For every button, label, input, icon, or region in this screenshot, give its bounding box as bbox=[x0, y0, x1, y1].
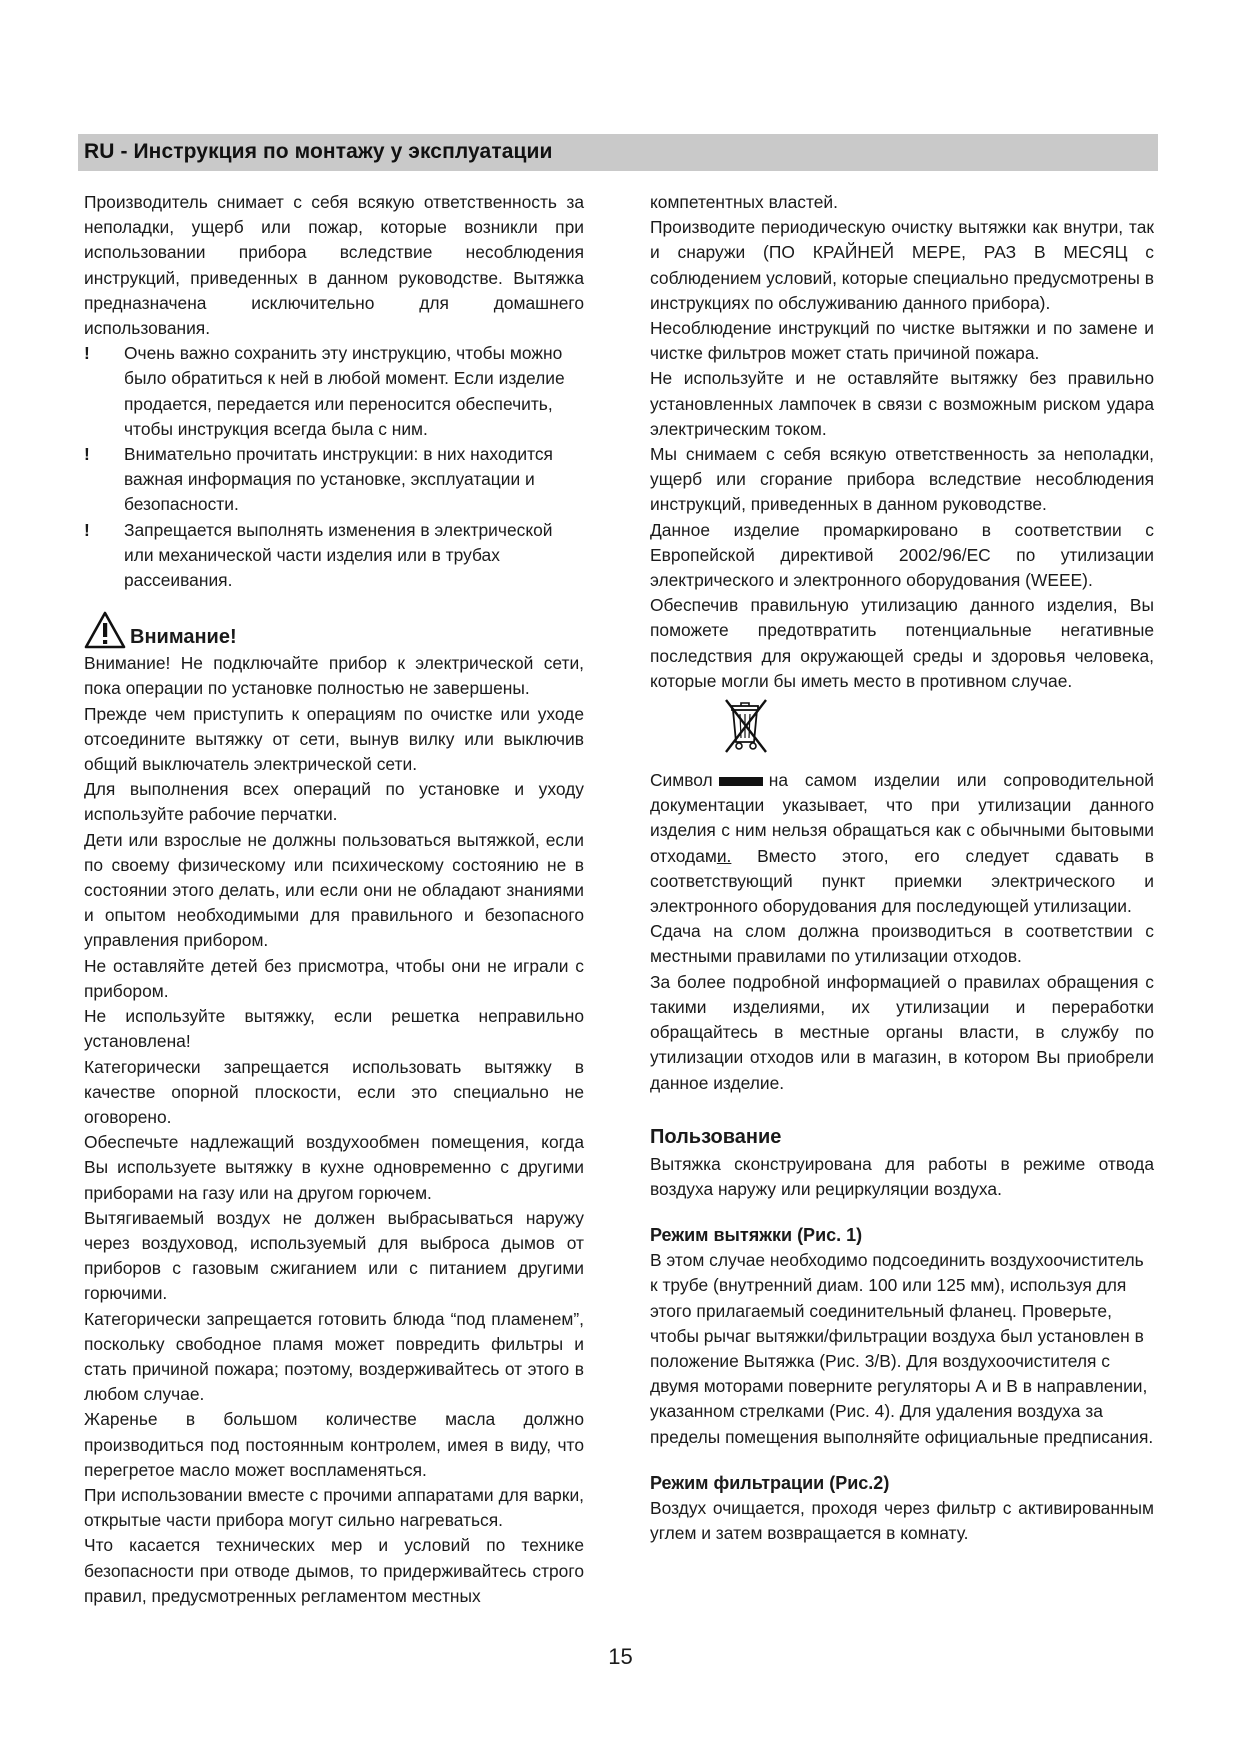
left-column bbox=[84, 190, 584, 1609]
bullet-item bbox=[84, 442, 584, 518]
paragraph: Обеспечьте надлежащий воздухообмен помещения, когда Вы используете вытяжку в кухне одновременно с другими приборами на газу или на другом горючем. bbox=[84, 1132, 584, 1203]
symbol-word: Символ bbox=[650, 770, 713, 791]
paragraph: Не оставляйте детей без присмотра, чтобы они не играли с прибором. bbox=[84, 955, 584, 1001]
black-bar-icon bbox=[719, 777, 763, 786]
paragraph: Не используйте и не оставляйте вытяжку без правильно установленных лампочек в связи с возможным риском удара электрическим током. bbox=[650, 368, 1154, 439]
paragraph: Что касается технических мер и условий по технике безопасности при отводе дымов, то придерживайтесь строго правил, предусмотренных регламентом местных bbox=[84, 1535, 584, 1606]
paragraph: Для выполнения всех операций по установке и уходу используйте рабочие перчатки. bbox=[84, 779, 584, 825]
section-title: RU - Инструкция по монтажу у эксплуатации bbox=[84, 140, 553, 163]
usage-text: Вытяжка сконструирована для работы в режиме отвода воздуха наружу или рециркуляции воздуха. bbox=[650, 1153, 1154, 1199]
bullet-text: Очень важно сохранить эту инструкцию, чтобы можно было обратиться к ней в любой момент. Если изделие продается, передается или переносится обеспечить, чтобы инструкция всегда была с ним. bbox=[124, 343, 565, 439]
paragraph: За более подробной информацией о правилах обращения с такими изделиями, их утилизации и переработки обращайтесь в местные органы власти, в службу по утилизации отходов или в магазин, в котором Вы приобрели данное изделие. bbox=[650, 971, 1154, 1093]
symbol-text-rest: Вместо этого, его следует сдавать в соответствующий пункт приемки электрического и электронного оборудования для последующей утилизации. bbox=[650, 845, 1154, 917]
exclamation-icon: ! bbox=[84, 343, 90, 364]
section-header-bar bbox=[78, 134, 1158, 171]
paragraph: Жаренье в большом количестве масла должно производиться под постоянным контролем, имея в виду, что перегретое масло может воспламеняться. bbox=[84, 1409, 584, 1480]
exhaust-mode-text: В этом случае необходимо подсоединить воздухоочиститель к трубе (внутренний диам. 100 или 125 мм), используя для этого прилагаемый соединительный фланец. Проверьте, чтобы рычаг вытяжки/фильтрации воздуха был установлен в положение Вытяжка (Рис. 3/B). Для воздухоочистителя с двумя моторами поверните регуляторы А и В в направлении, указанном стрелками (Рис. 4). Для удаления воздуха за пределы помещения выполняйте официальные предписания. bbox=[650, 1250, 1154, 1447]
symbol-text: на самом изделии или сопроводительной документации указывает, что при утилизации данного изделия с ним нельзя обращаться как с обычными бытовыми отходам bbox=[650, 770, 1154, 866]
crossed-bin-icon bbox=[722, 698, 770, 756]
paragraph: Производите периодическую очистку вытяжки как внутри, так и снаружи (ПО КРАЙНЕЙ МЕРЕ, РАЗ В МЕСЯЦ с соблюдением условий, которые специально предусмотрены в инструкциях по обслуживанию данного прибора). bbox=[650, 217, 1154, 313]
exhaust-mode-title: Режим вытяжки (Рис. 1) bbox=[650, 1225, 863, 1246]
warning-heading bbox=[84, 611, 584, 649]
paragraph: Вытягиваемый воздух не должен выбрасываться наружу через воздуховод, используемый для выброса дымов от приборов с газовым сжиганием или с питанием другими горючими. bbox=[84, 1207, 584, 1304]
paragraph: Сдача на слом должна производиться в соответствии с местными правилами по утилизации отходов. bbox=[650, 921, 1154, 967]
bullet-item bbox=[84, 518, 584, 594]
intro-paragraph: Производитель снимает с себя всякую ответственность за неполадки, ущерб или пожар, которые возникли при использовании прибора вследствие несоблюдения инструкций, приведенных в данном руководстве. Вытяжка предназначена исключительно для домашнего использования. bbox=[84, 192, 584, 339]
paragraph: Категорически запрещается использовать вытяжку в качестве опорной плоскости, если это специально не оговорено. bbox=[84, 1056, 584, 1127]
filter-mode-text: Воздух очищается, проходя через фильтр с активированным углем и затем возвращается в комнату. bbox=[650, 1497, 1154, 1543]
right-column bbox=[650, 190, 1154, 1546]
paragraph: Несоблюдение инструкций по чистке вытяжки и по замене и чистке фильтров может стать причиной пожара. bbox=[650, 318, 1154, 364]
page-number: 15 bbox=[608, 1644, 633, 1669]
usage-title: Пользование bbox=[650, 1125, 782, 1148]
paragraph: Дети или взрослые не должны пользоваться вытяжкой, если по своему физическому или психическому состоянию не в состоянии этого делать, или если они не обладают знаниями и опытом необходимыми для правильного и безопасного управления прибором. bbox=[84, 829, 584, 951]
warning-triangle-icon bbox=[84, 611, 126, 649]
warning-title: Внимание! bbox=[130, 626, 237, 649]
symbol-text-underlined: и. bbox=[716, 845, 732, 866]
symbol-paragraph bbox=[650, 768, 1154, 919]
bullet-text: Внимательно прочитать инструкции: в них находится важная информация по установке, эксплуатации и безопасности. bbox=[124, 444, 553, 515]
paragraph: Прежде чем приступить к операциям по очистке или уходе отсоедините вытяжку от сети, вынув вилку или выключив общий выключатель электрической сети. bbox=[84, 703, 584, 775]
paragraph: Внимание! Не подключайте прибор к электрической сети, пока операции по установке полностью не завершены. bbox=[84, 653, 584, 699]
bullet-text: Запрещается выполнять изменения в электрической или механической части изделия или в трубах рассеивания. bbox=[124, 519, 553, 591]
exclamation-icon: ! bbox=[84, 444, 90, 465]
filter-mode-title: Режим фильтрации (Рис.2) bbox=[650, 1472, 890, 1493]
bullet-item bbox=[84, 341, 584, 442]
weee-symbol bbox=[650, 698, 1154, 768]
paragraph: Не используйте вытяжку, если решетка неправильно установлена! bbox=[84, 1006, 584, 1052]
paragraph: компетентных властей. bbox=[650, 192, 838, 212]
paragraph: Мы снимаем с себя всякую ответственность за неполадки, ущерб или сгорание прибора вследствие несоблюдения инструкций, приведенных в данном руководстве. bbox=[650, 444, 1154, 515]
paragraph: Обеспечив правильную утилизацию данного изделия, Вы поможете предотвратить потенциальные негативные последствия для окружающей среды и здоровья человека, которые могли бы иметь место в противном случае. bbox=[650, 595, 1154, 691]
exclamation-icon: ! bbox=[84, 519, 90, 540]
paragraph: Данное изделие промаркировано в соответствии с Европейской директивой 2002/96/ЕС по утилизации электрического и электронного оборудования (WEEE). bbox=[650, 519, 1154, 591]
paragraph: При использовании вместе с прочими аппаратами для варки, открытые части прибора могут сильно нагреваться. bbox=[84, 1484, 584, 1531]
paragraph: Категорически запрещается готовить блюда “под пламенем”, поскольку свободное пламя может повредить фильтры и стать причиной пожара; поэтому, воздерживайтесь от этого в любом случае. bbox=[84, 1308, 584, 1405]
